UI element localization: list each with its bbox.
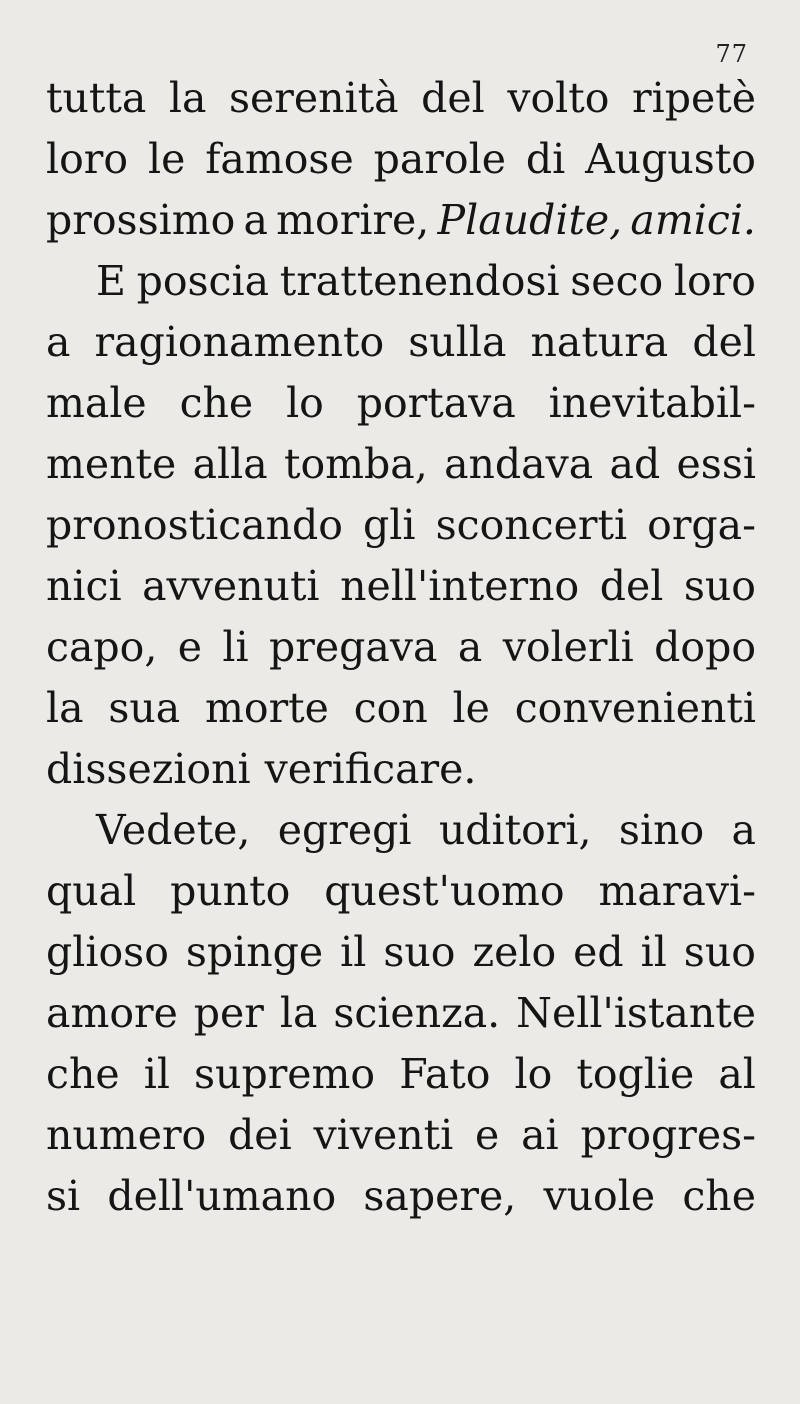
text-line	[46, 556, 756, 617]
word: amici.	[630, 196, 756, 244]
word: qual	[46, 867, 137, 915]
word: gli	[363, 501, 416, 549]
word: li	[222, 623, 249, 671]
word: volto	[507, 74, 610, 122]
word: ed	[573, 928, 624, 976]
word: e	[177, 623, 203, 671]
text-line	[46, 434, 756, 495]
page-number: 77	[715, 40, 748, 68]
word: serenità	[228, 74, 399, 122]
word: che	[46, 1050, 120, 1098]
word: il	[640, 928, 667, 976]
word: dell'umano	[107, 1172, 337, 1220]
word: dissezioni	[46, 745, 251, 793]
word: E	[96, 257, 126, 305]
text-line	[46, 800, 756, 861]
word: nell'interno	[340, 562, 580, 610]
word: morire,	[276, 196, 430, 244]
word: si	[46, 1172, 81, 1220]
word: sulla	[408, 318, 507, 366]
word: con	[353, 684, 428, 732]
word: avvenuti	[142, 562, 320, 610]
text-line	[46, 1044, 756, 1105]
text-line	[46, 495, 756, 556]
word: amore	[46, 989, 178, 1037]
word: tutta	[46, 74, 147, 122]
word: orga-	[647, 501, 756, 549]
word: lo	[514, 1050, 553, 1098]
word: parole	[373, 135, 506, 183]
word: capo,	[46, 623, 158, 671]
word: ragionamento	[94, 318, 385, 366]
word: famose	[205, 135, 354, 183]
word: quest'uomo	[324, 867, 565, 915]
text-line	[46, 1166, 756, 1227]
word: viventi	[313, 1111, 454, 1159]
word: la	[279, 989, 318, 1037]
word: la	[46, 684, 84, 732]
text-line	[46, 373, 756, 434]
word: toglie	[576, 1050, 695, 1098]
word: loro	[46, 135, 129, 183]
word: nici	[46, 562, 122, 610]
word: sapere,	[363, 1172, 517, 1220]
word: uditori,	[438, 806, 592, 854]
word: spinge	[185, 928, 324, 976]
word: per	[193, 989, 264, 1037]
word: Plaudite,	[437, 196, 623, 244]
word: supremo	[194, 1050, 376, 1098]
word: punto	[170, 867, 291, 915]
word: essi	[676, 440, 756, 488]
word: di	[525, 135, 566, 183]
word: prossimo	[46, 196, 236, 244]
word: del	[599, 562, 664, 610]
word: numero	[46, 1111, 207, 1159]
text-line	[46, 251, 756, 312]
word: Fato	[399, 1050, 491, 1098]
text-line	[46, 1105, 756, 1166]
text-line	[46, 922, 756, 983]
word: che	[682, 1172, 756, 1220]
word: male	[46, 379, 147, 427]
word: le	[147, 135, 186, 183]
word: dopo	[654, 623, 756, 671]
word: alla	[192, 440, 268, 488]
word: le	[452, 684, 490, 732]
word: glioso	[46, 928, 169, 976]
word: pregava	[269, 623, 438, 671]
word: suo	[383, 928, 456, 976]
word: a	[731, 806, 756, 854]
word: convenienti	[514, 684, 756, 732]
word: sconcerti	[435, 501, 628, 549]
word: maravi-	[598, 867, 756, 915]
word: a	[243, 196, 268, 244]
text-line	[46, 861, 756, 922]
text-line	[46, 312, 756, 373]
word: progres-	[580, 1111, 756, 1159]
word: il	[340, 928, 367, 976]
word: ripetè	[632, 74, 756, 122]
word: ad	[609, 440, 661, 488]
word: a	[46, 318, 71, 366]
word: Nell'istante	[516, 989, 756, 1037]
word: inevitabil-	[548, 379, 756, 427]
text-line	[46, 68, 756, 129]
word: portava	[356, 379, 516, 427]
word: Augusto	[585, 135, 756, 183]
word: seco	[570, 257, 664, 305]
word: mente	[46, 440, 177, 488]
word: sino	[618, 806, 705, 854]
word: poscia	[136, 257, 270, 305]
word: scienza.	[333, 989, 501, 1037]
word: al	[718, 1050, 756, 1098]
text-line	[46, 678, 756, 739]
word: dei	[228, 1111, 292, 1159]
text-line	[46, 190, 756, 251]
word: andava	[444, 440, 594, 488]
word: del	[421, 74, 485, 122]
word: volerli	[502, 623, 634, 671]
word: ai	[521, 1111, 559, 1159]
word: la	[168, 74, 207, 122]
word: morte	[205, 684, 329, 732]
word: tomba,	[284, 440, 428, 488]
word: verificare.	[264, 745, 477, 793]
word: a	[457, 623, 483, 671]
word: loro	[673, 257, 756, 305]
text-line	[46, 617, 756, 678]
word: sua	[108, 684, 181, 732]
word: Vedete,	[96, 806, 251, 854]
word: che	[179, 379, 254, 427]
body-text	[46, 68, 756, 1227]
text-line	[46, 129, 756, 190]
word: il	[143, 1050, 170, 1098]
text-line	[46, 983, 756, 1044]
word: suo	[683, 562, 756, 610]
word: pronosticando	[46, 501, 343, 549]
word: lo	[286, 379, 324, 427]
word: egregi	[277, 806, 412, 854]
word: zelo	[472, 928, 557, 976]
word: vuole	[543, 1172, 656, 1220]
word: natura	[530, 318, 669, 366]
text-line	[46, 739, 756, 800]
word: del	[692, 318, 756, 366]
word: e	[475, 1111, 500, 1159]
word: suo	[683, 928, 756, 976]
word: trattenendosi	[279, 257, 560, 305]
